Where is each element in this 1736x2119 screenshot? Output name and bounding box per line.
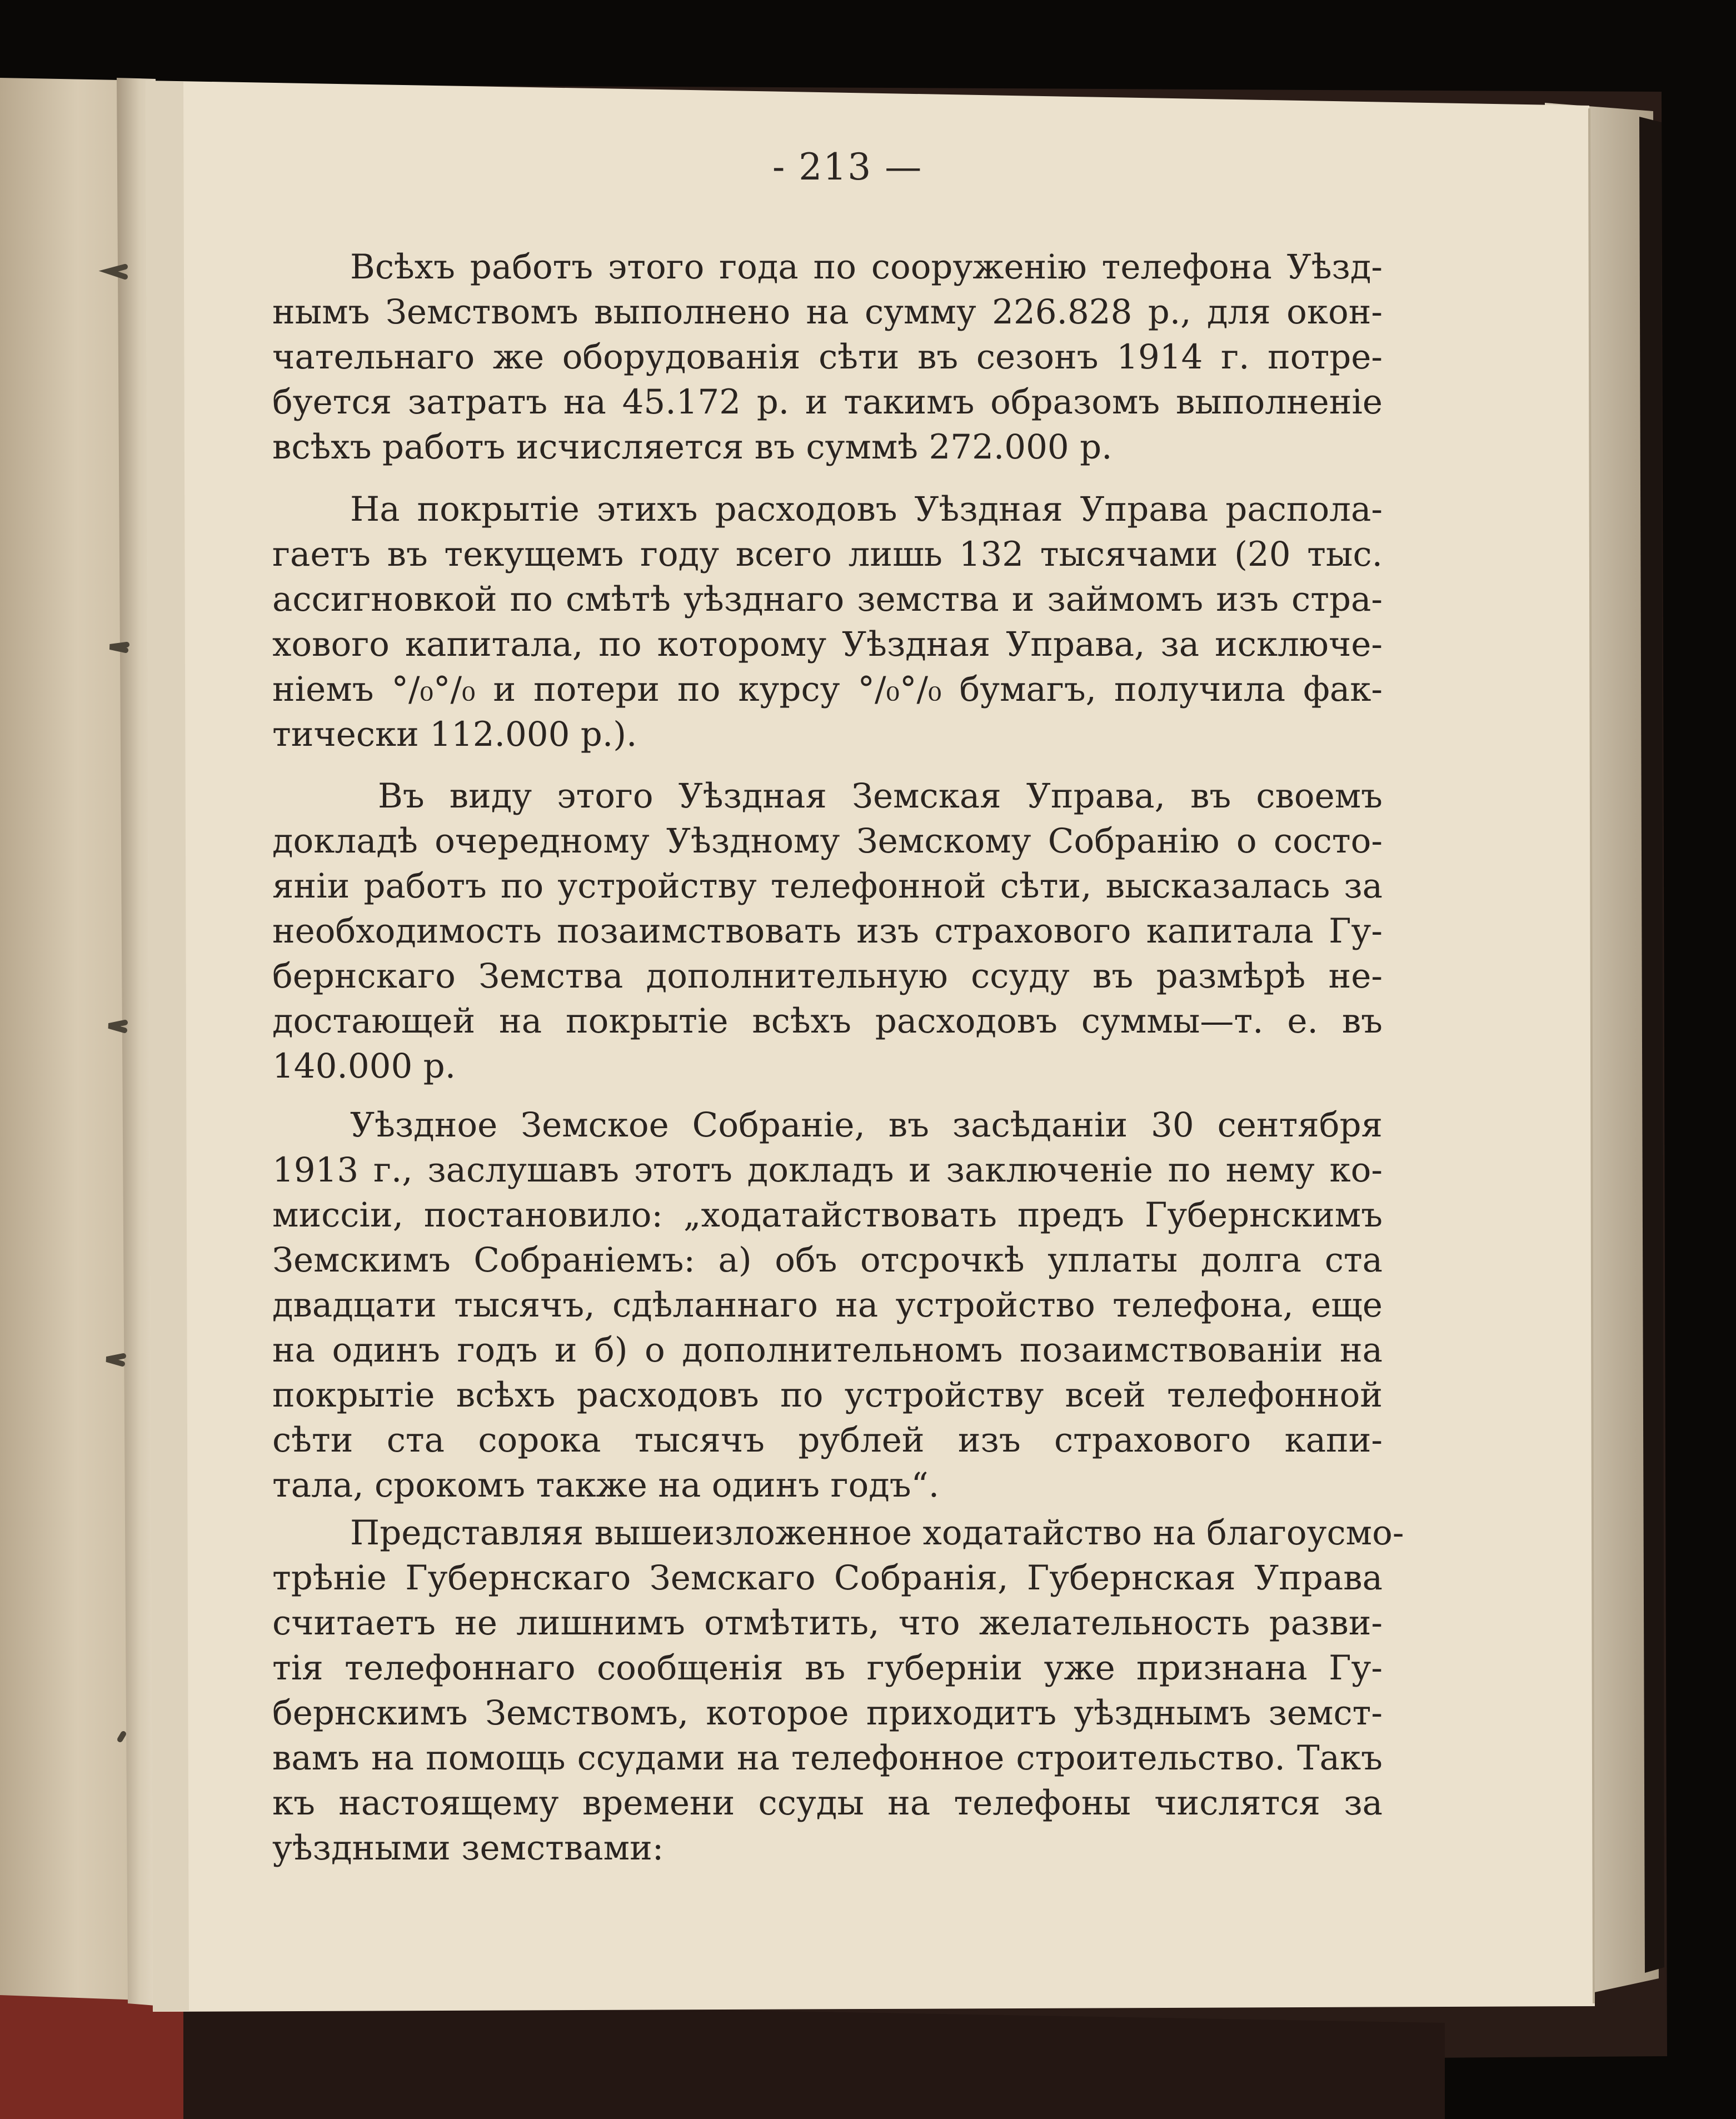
paragraph-1 xyxy=(272,245,1383,470)
text-line: Всѣхъ работъ этого года по сооруженію телефона Уѣзд- xyxy=(350,247,1383,287)
text-line: сѣти ста сорока тысячъ рублей изъ страхового капи- xyxy=(272,1420,1383,1460)
text-line: хового капитала, по которому Уѣздная Управа, за исключе- xyxy=(272,625,1383,664)
text-line: необходимость позаимствовать изъ страхового капитала Гу- xyxy=(272,911,1383,951)
text-line: вамъ на помощь ссудами на телефонное строительство. Такъ xyxy=(272,1738,1383,1778)
paragraph-5 xyxy=(272,1510,1404,1871)
text-line: покрытіе всѣхъ расходовъ по устройству всей телефонной xyxy=(272,1375,1383,1415)
text-line: тала, срокомъ также на одинъ годъ“. xyxy=(272,1465,940,1505)
text-line: на одинъ годъ и б) о дополнительномъ позаимствованіи на xyxy=(272,1330,1383,1370)
text-line: докладѣ очередному Уѣздному Земскому Собранію о состо- xyxy=(272,821,1383,861)
paragraph-4 xyxy=(272,1103,1383,1508)
text-line: ассигновкой по смѣтѣ уѣзднаго земства и займомъ изъ стра- xyxy=(272,580,1383,619)
text-line: буется затратъ на 45.172 р. и такимъ образомъ выполненіе xyxy=(272,382,1383,422)
text-line: всѣхъ работъ исчисляется въ суммѣ 272.000 р. xyxy=(272,427,1113,467)
text-line: чательнаго же оборудованія сѣти въ сезонъ 1914 г. потре- xyxy=(272,337,1383,377)
text-line: На покрытіе этихъ расходовъ Уѣздная Управа распола- xyxy=(350,490,1383,529)
text-line: къ настоящему времени ссуды на телефоны числятся за xyxy=(272,1783,1383,1823)
text-line: считаетъ не лишнимъ отмѣтить, что желательность разви- xyxy=(272,1603,1383,1643)
page-number: - 213 — xyxy=(772,146,923,188)
text-line: гаетъ въ текущемъ году всего лишь 132 тысячами (20 тыс. xyxy=(272,535,1383,574)
text-line: тія телефоннаго сообщенія въ губерніи уже признана Гу- xyxy=(272,1648,1383,1688)
paragraph-2 xyxy=(272,487,1383,757)
text-line: Земскимъ Собраніемъ: а) объ отсрочкѣ уплаты долга ста xyxy=(272,1240,1383,1280)
text-line: бернскаго Земства дополнительную ссуду въ размѣрѣ не- xyxy=(272,956,1383,996)
text-line: Въ виду этого Уѣздная Земская Управа, въ своемъ xyxy=(378,776,1383,816)
text-line: двадцати тысячъ, сдѣланнаго на устройство телефона, еще xyxy=(272,1285,1383,1325)
text-line: нымъ Земствомъ выполнено на сумму 226.828 р., для окон- xyxy=(272,292,1383,332)
text-line: бернскимъ Земствомъ, которое приходитъ уѣзднымъ земст- xyxy=(272,1693,1383,1733)
text-line: 1913 г., заслушавъ этотъ докладъ и заключеніе по нему ко- xyxy=(272,1150,1383,1190)
paragraph-3 xyxy=(272,774,1383,1089)
text-line: трѣніе Губернскаго Земскаго Собранія, Губернская Управа xyxy=(272,1558,1383,1598)
text-line: 140.000 р. xyxy=(272,1046,456,1086)
text-line: Уѣздное Земское Собраніе, въ засѣданіи 30 сентября xyxy=(350,1105,1383,1145)
text-line: тически 112.000 р.). xyxy=(272,715,637,754)
text-line: достающей на покрытіе всѣхъ расходовъ суммы—т. е. въ xyxy=(272,1001,1383,1041)
text-line: миссіи, постановило: „ходатайствовать предъ Губернскимъ xyxy=(272,1195,1383,1235)
text-line: яніи работъ по устройству телефонной сѣти, высказалась за xyxy=(272,866,1383,906)
text-line: Представляя вышеизложенное ходатайство на благоусмо- xyxy=(350,1513,1404,1553)
page-shade xyxy=(146,81,189,2012)
text-line: ніемъ °/₀°/₀ и потери по курсу °/₀°/₀ бумагъ, получила фак- xyxy=(272,670,1383,709)
text-line: уѣздными земствами: xyxy=(272,1828,664,1868)
